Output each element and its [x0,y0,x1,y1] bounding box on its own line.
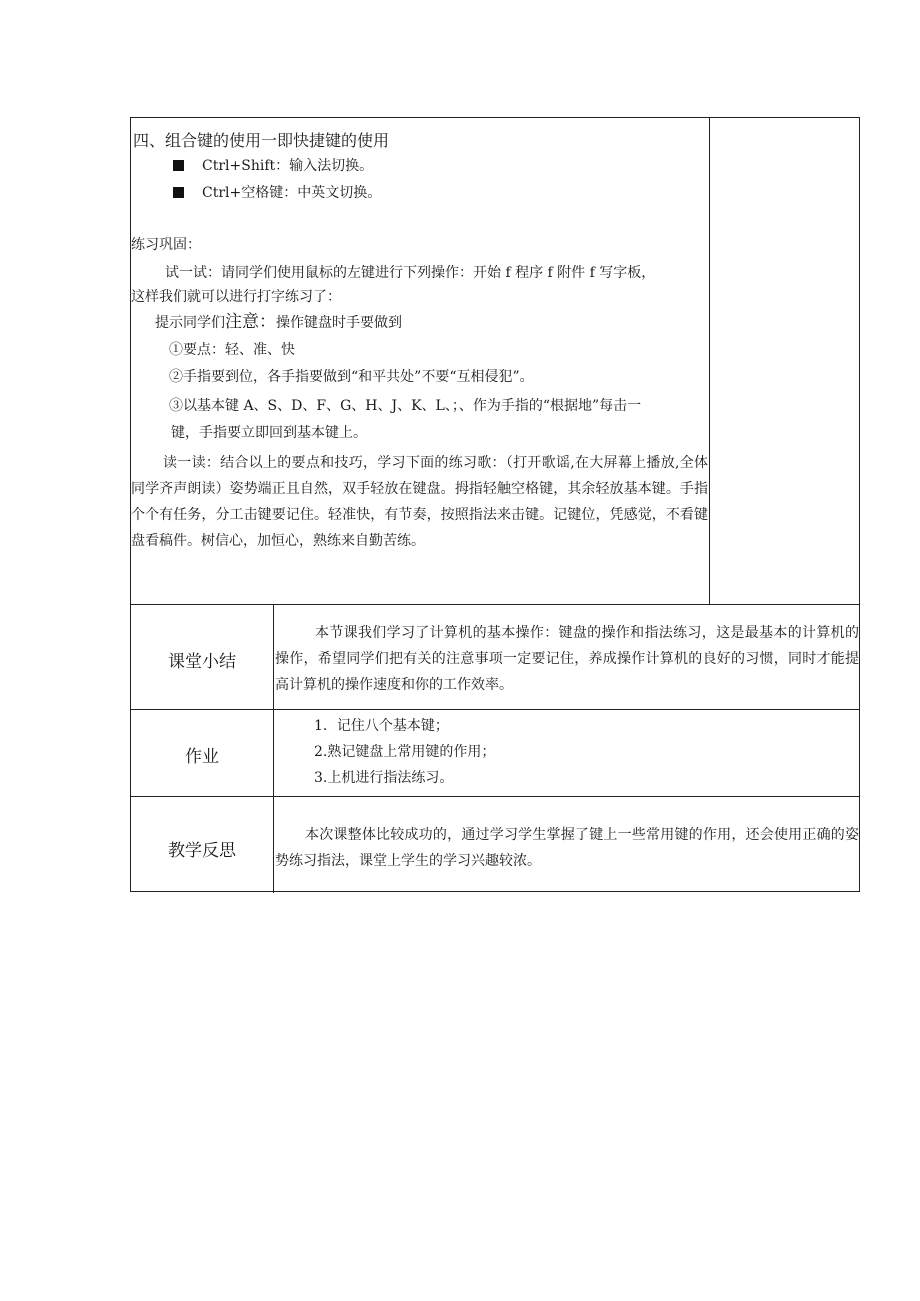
row-divider-3 [131,796,859,797]
point-item: ②手指要到位，各手指要做到“和平共处”不要“互相侵犯”。 [169,369,534,385]
homework-item: 2.熟记键盘上常用键的作用； [314,744,496,760]
point-item: ③以基本键 A、S、D、F、G、H、J、K、L、；、作为手指的“根据地”每击一 [169,398,642,414]
homework-label: 作业 [185,747,219,767]
point-item: 键，手指要立即回到基本键上。 [171,425,367,441]
bullet-text: Ctrl+Shift：输入法切换。 [202,158,374,174]
tip-emphasis: 注意： [225,312,276,332]
tip-line [155,312,402,333]
lesson-table [130,117,860,892]
reflection-text: 本次课整体比较成功的，通过学习学生掌握了键上一些常用键的作用，还会使用正确的姿势练习指法，课堂上学生的学习兴趣较浓。 [275,827,859,869]
section-title: 四、组合键的使用一即快捷键的使用 [133,131,390,150]
reflection-label: 教学反思 [168,841,236,861]
homework-item: 3.上机进行指法练习。 [314,770,454,786]
row-divider-2 [131,709,859,710]
try-line-2: 这样我们就可以进行打字练习了： [131,289,341,305]
label-column-divider [273,604,274,893]
top-column-divider [709,118,710,604]
tip-prefix: 提示同学们 [155,315,225,331]
tip-suffix: 操作键盘时手要做到 [276,315,402,331]
point-item: ①要点：轻、准、快 [169,342,295,358]
summary-label: 课堂小结 [168,652,236,672]
read-paragraph: 读一读：结合以上的要点和技巧，学习下面的练习歌：（打开歌谣,在大屏幕上播放,全体同学齐声朗读）姿势端正且自然，双手轻放在键盘。拇指轻触空格键，其余轻放基本键。手指个个有任务，分工击键要记住。轻准快，有节奏，按照指法来击键。记键位，凭感觉，不看键盘看稿件。树信心，加恒心，熟练来自勤苦练。 [131,455,708,549]
square-bullet-icon [173,160,184,171]
bullet-item [173,156,373,176]
bullet-text: Ctrl+空格键：中英文切换。 [202,185,382,201]
bullet-item [173,183,381,203]
square-bullet-icon [173,187,184,198]
summary-text: 本节课我们学习了计算机的基本操作：键盘的操作和指法练习，这是最基本的计算机的操作，希望同学们把有关的注意事项一定要记住，养成操作计算机的良好的习惯，同时才能提高计算机的操作速度和你的工作效率。 [275,625,859,693]
row-divider-1 [131,604,859,605]
homework-item: 1．记住八个基本键； [314,718,449,734]
practice-title: 练习巩固： [131,237,201,253]
try-line-1: 试一试：请同学们使用鼠标的左键进行下列操作：开始 f 程序 f 附件 f 写字板， [165,265,656,281]
